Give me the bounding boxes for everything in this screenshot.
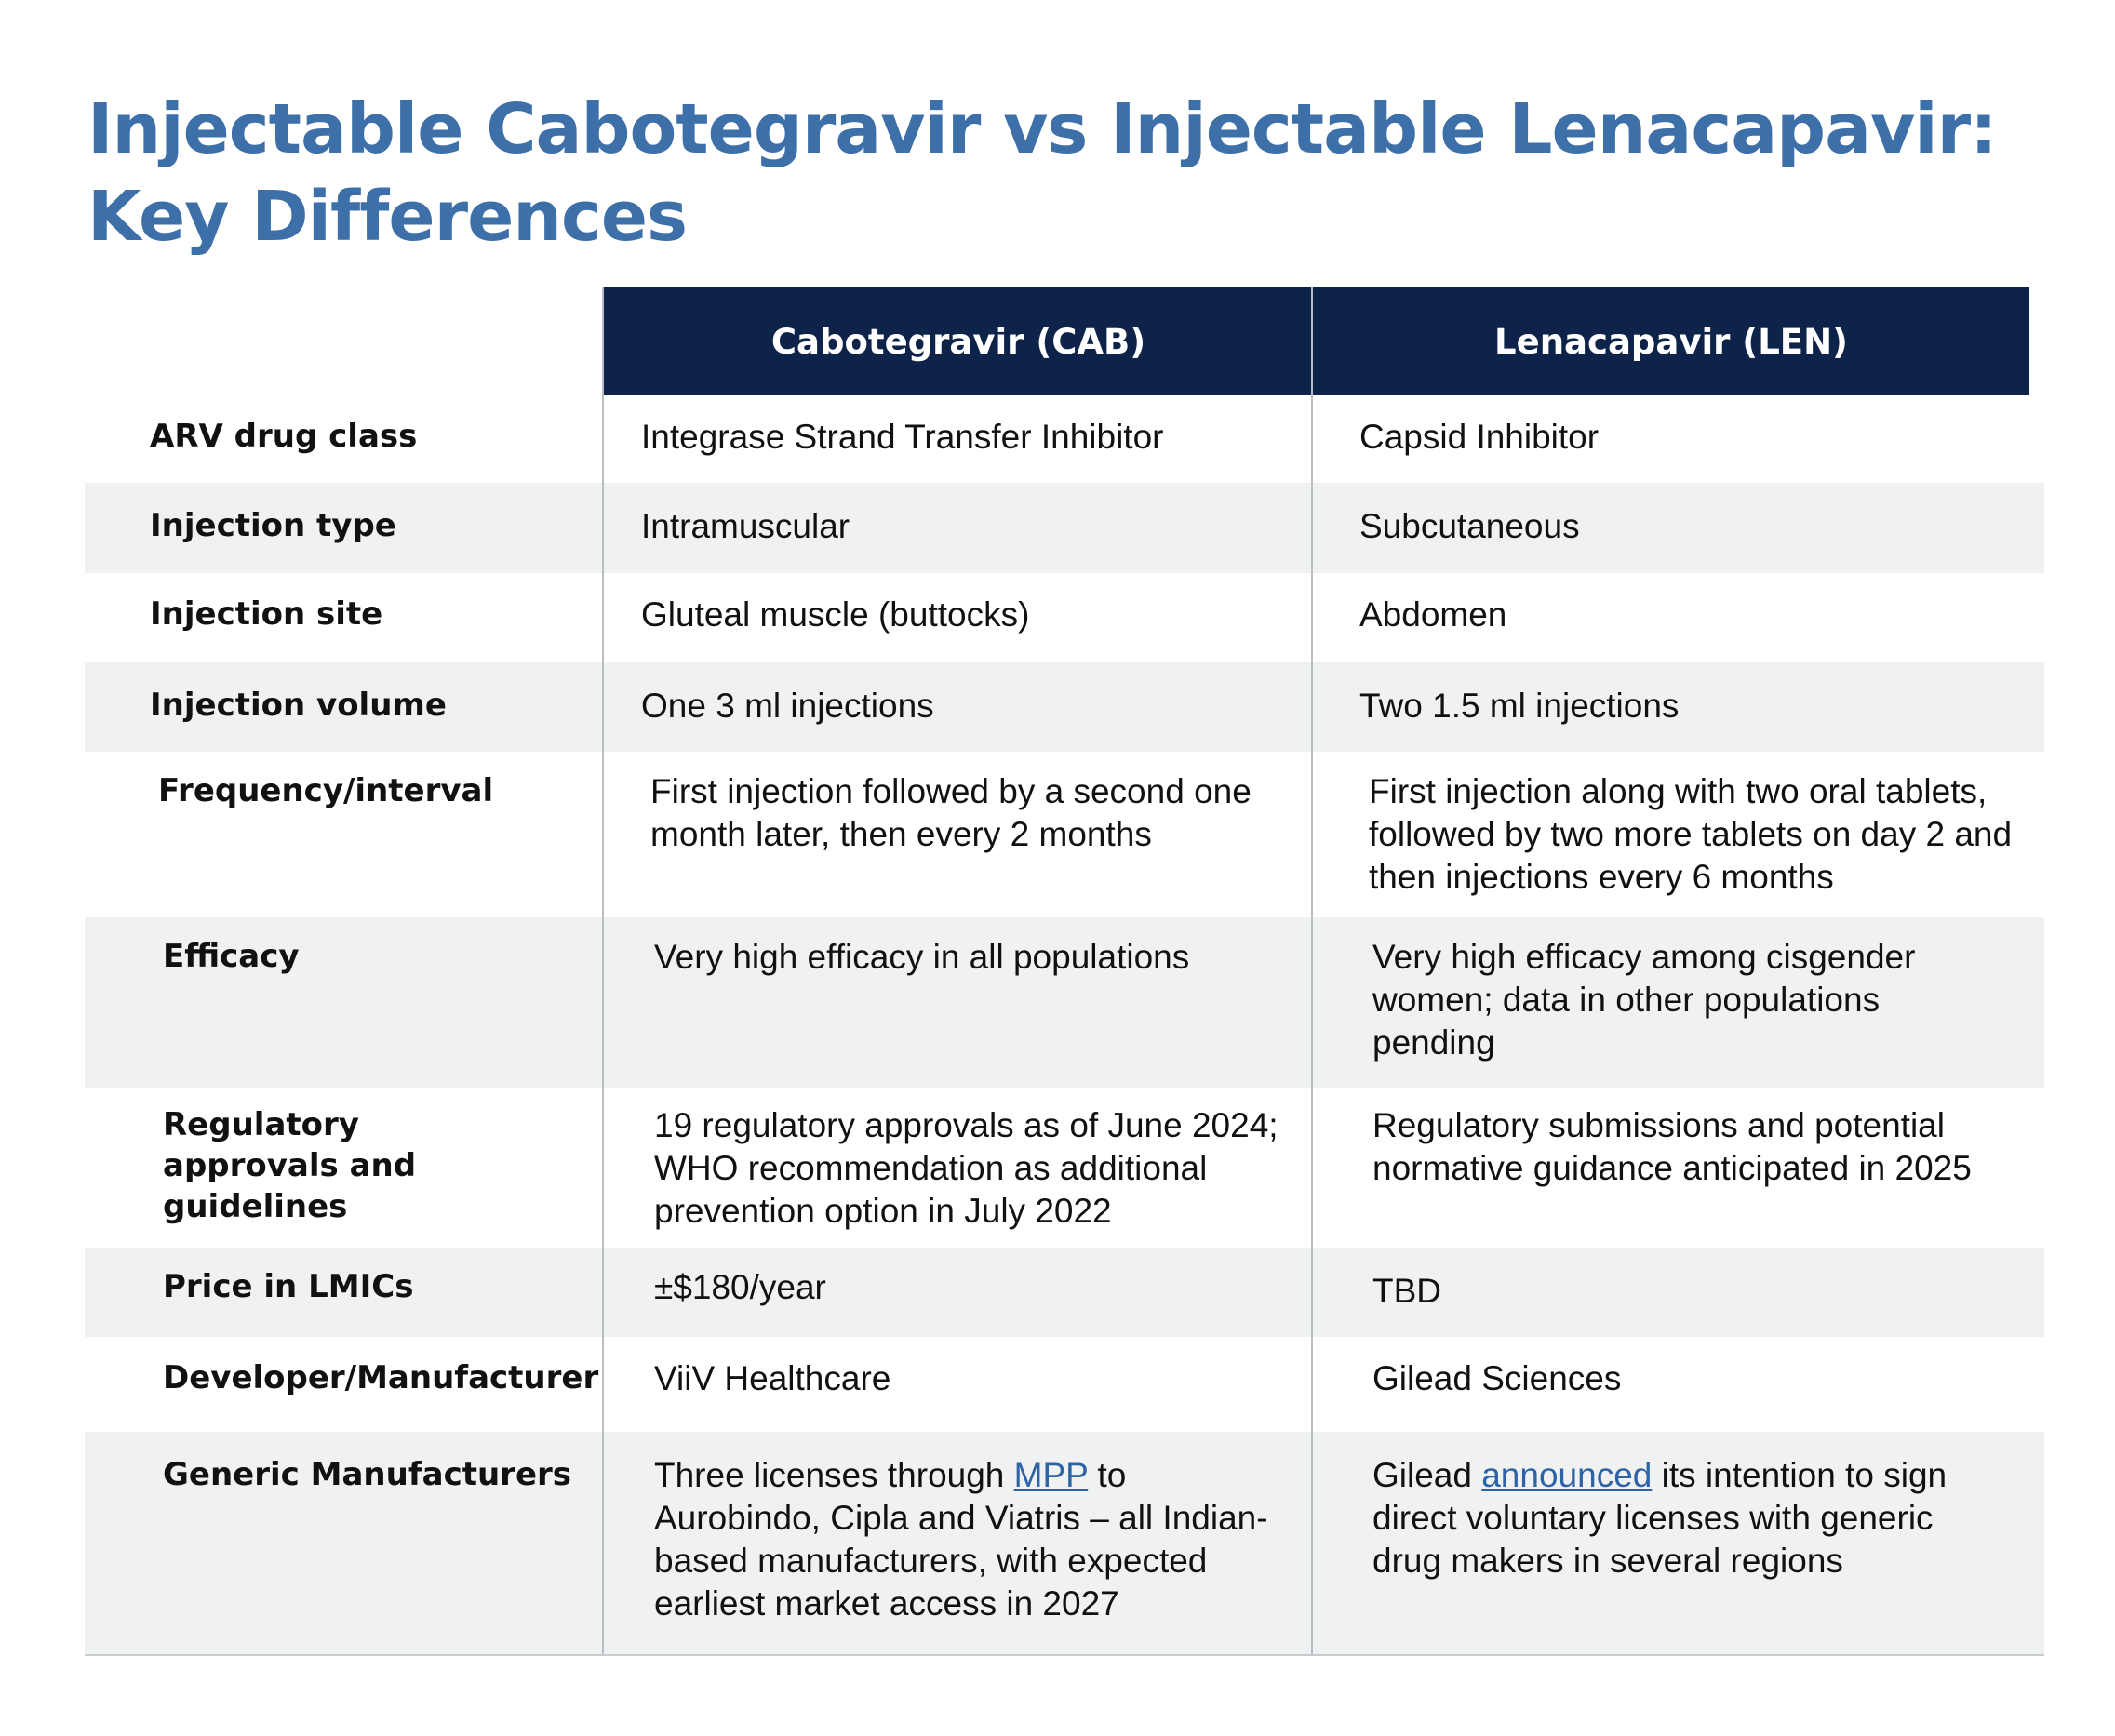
table-row — [85, 1432, 2044, 1654]
announced-link[interactable]: announced — [1481, 1456, 1653, 1494]
len-value: Abdomen — [1311, 573, 2044, 662]
len-text-after: its intention to sign direct voluntary licenses with generic drug makers in several regions — [1372, 1456, 1948, 1580]
cab-value: ViiV Healthcare — [602, 1337, 1311, 1432]
len-text-before: Gilead — [1372, 1456, 1482, 1494]
len-value: Two 1.5 ml injections — [1311, 662, 2044, 752]
table-row — [85, 917, 2044, 1088]
table-row — [85, 752, 2044, 917]
row-label: Injection volume — [150, 687, 447, 724]
row-label: Regulatory approvals and guidelines — [163, 1106, 417, 1225]
cab-text-before: Three licenses through — [654, 1456, 1014, 1494]
len-value: Gilead Sciences — [1311, 1337, 2044, 1432]
cab-value: Integrase Strand Transfer Inhibitor — [602, 395, 1311, 483]
cab-value: Very high efficacy in all populations — [602, 917, 1311, 1088]
len-value: Capsid Inhibitor — [1311, 395, 2044, 483]
title-line-1: Injectable Cabotegravir vs Injectable Lenacapavir: — [87, 89, 1997, 169]
header-lenacapavir: Lenacapavir (LEN) — [1311, 287, 2029, 395]
title-line-2: Key Differences — [87, 177, 688, 257]
table-row — [85, 395, 2044, 483]
table-row — [85, 1248, 2044, 1337]
len-value: Regulatory submissions and potential normative guidance anticipated in 2025 — [1311, 1088, 2044, 1248]
len-value: Subcutaneous — [1311, 483, 2044, 573]
len-value: TBD — [1311, 1248, 2044, 1337]
table-row — [85, 1088, 2044, 1248]
table-bottom-border — [85, 1654, 2044, 1656]
table-row — [85, 573, 2044, 662]
row-label: Developer/Manufacturer — [163, 1359, 599, 1396]
row-label: Price in LMICs — [163, 1268, 414, 1305]
cab-value: One 3 ml injections — [602, 662, 1311, 752]
header-cabotegravir: Cabotegravir (CAB) — [602, 287, 1313, 395]
cab-value — [602, 1432, 1311, 1654]
table-row — [85, 1337, 2044, 1432]
table-row — [85, 483, 2044, 573]
cab-text-after: to Aurobindo, Cipla and Viatris – all Indian-based manufacturers, with expected earliest market access in 2027 — [654, 1456, 1268, 1622]
row-label: Injection site — [150, 595, 383, 633]
page-title — [87, 86, 2088, 260]
row-label: Frequency/interval — [158, 772, 494, 809]
row-label: Injection type — [150, 507, 396, 544]
cab-value: First injection followed by a second one month later, then every 2 months — [602, 752, 1311, 917]
cab-value: Gluteal muscle (buttocks) — [602, 573, 1311, 662]
mpp-link[interactable]: MPP — [1013, 1456, 1089, 1494]
len-value: Very high efficacy among cisgender women; data in other populations pending — [1311, 917, 2044, 1088]
cab-value: ±$180/year — [602, 1248, 1311, 1337]
row-label: Generic Manufacturers — [163, 1456, 572, 1493]
cab-value: Intramuscular — [602, 483, 1311, 573]
row-label: ARV drug class — [150, 418, 418, 455]
row-label: Efficacy — [163, 938, 300, 975]
table-row — [85, 662, 2044, 752]
len-value — [1311, 1432, 2044, 1654]
len-value: First injection along with two oral tablets, followed by two more tablets on day 2 and then injections every 6 months — [1311, 752, 2044, 917]
cab-value: 19 regulatory approvals as of June 2024; WHO recommendation as additional prevention option in July 2022 — [602, 1088, 1311, 1248]
